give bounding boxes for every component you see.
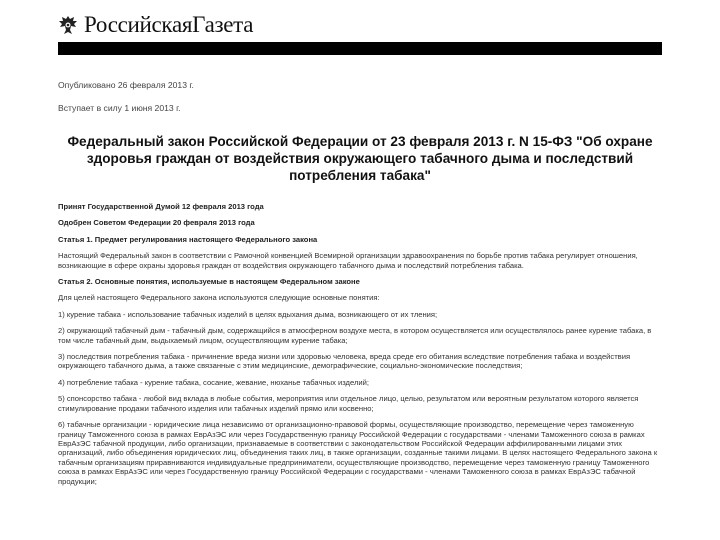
article-2-item-5: 5) спонсорство табака - любой вид вклада в любые события, мероприятия или отдельное лицо, целью, результатом или вероятным результатом которого является стимулирование продажи табачного изделия или табачных изделий прямо или косвенно; xyxy=(58,394,639,413)
document-title: Федеральный закон Российской Федерации от 23 февраля 2013 г. N 15-ФЗ "Об охране здоровья граждан от воздействия окружающего табачного дыма и последствий потребления табака" xyxy=(67,134,653,183)
article-2-item-3: 3) последствия потребления табака - причинение вреда жизни или здоровью человека, вреда среде его обитания вследствие потребления табака и воздействия окружающего табачного дыма, а также связанные с этим медицинские, демографические, социально-экономические последствия; xyxy=(58,352,631,371)
eagle-emblem-icon xyxy=(56,13,80,37)
article-2-intro: Для целей настоящего Федерального закона используются следующие основные понятия: xyxy=(58,293,380,303)
adoption-duma: Принят Государственной Думой 12 февраля 2013 года xyxy=(58,202,264,211)
article-2-item-6: 6) табачные организации - юридические лица независимо от организационно-правовой формы, осуществляющие производство, перемещение через таможенную границу Таможенного союза в рамках ЕврАзЭС или через Государственную границу Российской Федерации с государствами - членами Таможенного союза в рамках ЕврАзЭС табачной продукции, либо организации, признаваемые в соответствии с законодательством Российской Федерации аффилированными лицами этих организаций, либо объединения юридических лиц, объединения таких лиц, в также организации, созданные такими лицами. В целях настоящего Федерального закона к табачным организациям приравниваются индивидуальные предприниматели, осуществляющие производство, перемещение через таможенную границу Таможенного союза в рамках ЕврАзЭС или через Государственную границу Российской Федерации с государствами - членами Таможенного союза в рамках ЕврАзЭС табачной продукции; xyxy=(58,420,658,486)
effective-date: Вступает в силу 1 июня 2013 г. xyxy=(58,103,181,113)
published-date: Опубликовано 26 февраля 2013 г. xyxy=(58,80,194,90)
article-1-text: Настоящий Федеральный закон в соответствии с Рамочной конвенцией Всемирной организации здравоохранения по борьбе против табака регулирует отношения, возникающие в сфере охраны здоровья граждан от воздействия окружающего табачного дыма и последствий потребления табака. xyxy=(58,251,638,270)
article-2-item-2: 2) окружающий табачный дым - табачный дым, содержащийся в атмосферном воздухе места, в котором осуществляется или осуществлялось ранее курение табака, в том числе табачный дым, выдыхаемый лицом, осуществляющим курение табака; xyxy=(58,326,652,345)
article-2-item-1: 1) курение табака - использование табачных изделий в целях вдыхания дыма, возникающего от их тления; xyxy=(58,309,438,319)
masthead xyxy=(56,10,253,40)
top-navigation-bar xyxy=(58,42,662,55)
brand-logo-text[interactable]: РоссийскаяГазета xyxy=(84,12,254,37)
article-2-item-4: 4) потребление табака - курение табака, сосание, жевание, нюханье табачных изделий; xyxy=(58,377,369,387)
adoption-council: Одобрен Советом Федерации 20 февраля 2013 года xyxy=(58,218,255,228)
article-1-heading: Статья 1. Предмет регулирования настоящего Федерального закона xyxy=(58,234,318,244)
article-2-heading: Статья 2. Основные понятия, используемые в настоящем Федеральном законе xyxy=(58,277,360,287)
article-content xyxy=(58,80,662,493)
